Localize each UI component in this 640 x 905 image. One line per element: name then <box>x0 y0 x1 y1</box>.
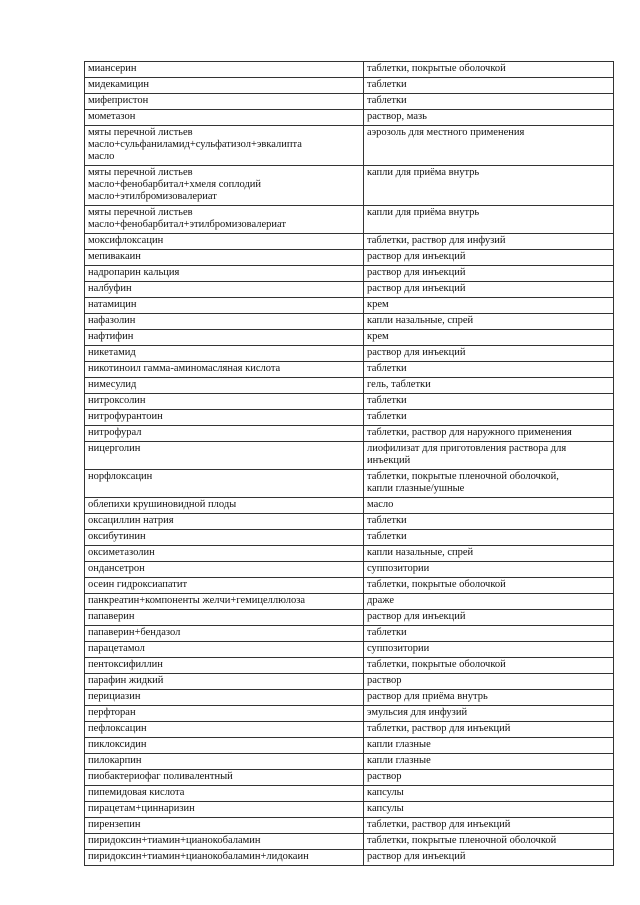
dosage-form-cell: таблетки, раствор для инъекций <box>364 818 614 834</box>
table-row <box>85 834 614 850</box>
dosage-form-cell: раствор для инъекций <box>364 266 614 282</box>
drug-name-cell: мяты перечной листьев масло+фенобарбитал+этилбромизовалериат <box>85 206 364 234</box>
table-row <box>85 442 614 470</box>
drug-name-cell: ондансетрон <box>85 562 364 578</box>
dosage-form-cell: капли назальные, спрей <box>364 546 614 562</box>
table-row <box>85 658 614 674</box>
drug-name-cell: мометазон <box>85 110 364 126</box>
table-row <box>85 546 614 562</box>
table-row <box>85 690 614 706</box>
dosage-form-cell: гель, таблетки <box>364 378 614 394</box>
drug-name-cell: осеин гидроксиапатит <box>85 578 364 594</box>
dosage-form-cell: суппозитории <box>364 642 614 658</box>
dosage-form-cell: крем <box>364 330 614 346</box>
drug-name-cell: моксифлоксацин <box>85 234 364 250</box>
table-row <box>85 626 614 642</box>
table-row <box>85 754 614 770</box>
dosage-form-cell: таблетки, раствор для инфузий <box>364 234 614 250</box>
table-row <box>85 722 614 738</box>
drug-name-cell: пирензепин <box>85 818 364 834</box>
drug-name-cell: пефлоксацин <box>85 722 364 738</box>
drug-name-cell: нитрофурантоин <box>85 410 364 426</box>
table-row <box>85 330 614 346</box>
table-row <box>85 498 614 514</box>
drug-name-cell: мифепристон <box>85 94 364 110</box>
drug-name-cell: папаверин+бендазол <box>85 626 364 642</box>
drug-name-cell: оксиметазолин <box>85 546 364 562</box>
drug-name-cell: ницерголин <box>85 442 364 470</box>
table-row <box>85 770 614 786</box>
table-row <box>85 818 614 834</box>
table-row <box>85 514 614 530</box>
dosage-form-cell: лиофилизат для приготовления раствора для инъекций <box>364 442 614 470</box>
table-row <box>85 530 614 546</box>
drug-name-cell: парафин жидкий <box>85 674 364 690</box>
table-row <box>85 642 614 658</box>
table-row <box>85 206 614 234</box>
table-row <box>85 786 614 802</box>
dosage-form-cell: таблетки <box>364 94 614 110</box>
drug-name-cell: мидекамицин <box>85 78 364 94</box>
drug-name-cell: нимесулид <box>85 378 364 394</box>
dosage-form-cell: капли глазные <box>364 738 614 754</box>
table-row <box>85 62 614 78</box>
table-row <box>85 850 614 866</box>
drug-name-cell: облепихи крушиновидной плоды <box>85 498 364 514</box>
drug-name-cell: пиклоксидин <box>85 738 364 754</box>
drug-name-cell: мяты перечной листьев масло+сульфаниламид+сульфатизол+эвкалипта масло <box>85 126 364 166</box>
drug-name-cell: мяты перечной листьев масло+фенобарбитал+хмеля соплодий масло+этилбромизовалериат <box>85 166 364 206</box>
dosage-form-cell: таблетки, покрытые оболочкой <box>364 578 614 594</box>
table-row <box>85 94 614 110</box>
table-row <box>85 410 614 426</box>
drug-name-cell: никотиноил гамма-аминомасляная кислота <box>85 362 364 378</box>
drug-name-cell: пиридоксин+тиамин+цианокобаламин+лидокаин <box>85 850 364 866</box>
table-row <box>85 166 614 206</box>
dosage-form-cell: раствор, мазь <box>364 110 614 126</box>
dosage-form-cell: таблетки, покрытые пленочной оболочкой, капли глазные/ушные <box>364 470 614 498</box>
drug-name-cell: нафазолин <box>85 314 364 330</box>
table-row <box>85 234 614 250</box>
table-row <box>85 562 614 578</box>
drug-name-cell: пирацетам+циннаризин <box>85 802 364 818</box>
dosage-form-cell: таблетки, покрытые пленочной оболочкой <box>364 834 614 850</box>
drug-name-cell: никетамид <box>85 346 364 362</box>
table-row <box>85 362 614 378</box>
drug-name-cell: налбуфин <box>85 282 364 298</box>
drug-name-cell: миансерин <box>85 62 364 78</box>
dosage-form-cell: раствор для инъекций <box>364 250 614 266</box>
dosage-form-cell: таблетки, раствор для наружного применения <box>364 426 614 442</box>
drug-table <box>84 61 614 866</box>
table-row <box>85 394 614 410</box>
dosage-form-cell: капсулы <box>364 802 614 818</box>
dosage-form-cell: таблетки, покрытые оболочкой <box>364 658 614 674</box>
dosage-form-cell: таблетки <box>364 626 614 642</box>
drug-name-cell: перфторан <box>85 706 364 722</box>
table-row <box>85 78 614 94</box>
drug-name-cell: нитроксолин <box>85 394 364 410</box>
dosage-form-cell: раствор для инъекций <box>364 346 614 362</box>
dosage-form-cell: раствор <box>364 674 614 690</box>
dosage-form-cell: капсулы <box>364 786 614 802</box>
table-row <box>85 426 614 442</box>
dosage-form-cell: таблетки <box>364 410 614 426</box>
table-row <box>85 674 614 690</box>
dosage-form-cell: эмульсия для инфузий <box>364 706 614 722</box>
dosage-form-cell: драже <box>364 594 614 610</box>
table-row <box>85 738 614 754</box>
dosage-form-cell: раствор для инъекций <box>364 850 614 866</box>
dosage-form-cell: таблетки <box>364 514 614 530</box>
drug-name-cell: оксибутинин <box>85 530 364 546</box>
drug-name-cell: пилокарпин <box>85 754 364 770</box>
dosage-form-cell: капли назальные, спрей <box>364 314 614 330</box>
table-row <box>85 250 614 266</box>
dosage-form-cell: раствор для инъекций <box>364 282 614 298</box>
drug-table-body <box>85 62 614 866</box>
drug-name-cell: надропарин кальция <box>85 266 364 282</box>
dosage-form-cell: аэрозоль для местного применения <box>364 126 614 166</box>
drug-name-cell: парацетамол <box>85 642 364 658</box>
table-row <box>85 126 614 166</box>
table-row <box>85 346 614 362</box>
table-row <box>85 578 614 594</box>
dosage-form-cell: таблетки <box>364 362 614 378</box>
table-row <box>85 266 614 282</box>
drug-name-cell: пипемидовая кислота <box>85 786 364 802</box>
drug-name-cell: папаверин <box>85 610 364 626</box>
drug-name-cell: пиридоксин+тиамин+цианокобаламин <box>85 834 364 850</box>
drug-name-cell: панкреатин+компоненты желчи+гемицеллюлоза <box>85 594 364 610</box>
drug-name-cell: пиобактериофаг поливалентный <box>85 770 364 786</box>
drug-name-cell: перициазин <box>85 690 364 706</box>
dosage-form-cell: капли глазные <box>364 754 614 770</box>
table-row <box>85 378 614 394</box>
dosage-form-cell: раствор <box>364 770 614 786</box>
dosage-form-cell: масло <box>364 498 614 514</box>
drug-name-cell: натамицин <box>85 298 364 314</box>
drug-name-cell: нитрофурал <box>85 426 364 442</box>
table-row <box>85 298 614 314</box>
dosage-form-cell: таблетки <box>364 78 614 94</box>
dosage-form-cell: капли для приёма внутрь <box>364 166 614 206</box>
drug-name-cell: нафтифин <box>85 330 364 346</box>
table-row <box>85 282 614 298</box>
drug-name-cell: оксациллин натрия <box>85 514 364 530</box>
dosage-form-cell: крем <box>364 298 614 314</box>
drug-name-cell: пентоксифиллин <box>85 658 364 674</box>
dosage-form-cell: капли для приёма внутрь <box>364 206 614 234</box>
table-row <box>85 314 614 330</box>
dosage-form-cell: раствор для инъекций <box>364 610 614 626</box>
drug-name-cell: норфлоксацин <box>85 470 364 498</box>
dosage-form-cell: суппозитории <box>364 562 614 578</box>
table-row <box>85 594 614 610</box>
dosage-form-cell: раствор для приёма внутрь <box>364 690 614 706</box>
drug-name-cell: мепивакаин <box>85 250 364 266</box>
dosage-form-cell: таблетки, раствор для инъекций <box>364 722 614 738</box>
dosage-form-cell: таблетки, покрытые оболочкой <box>364 62 614 78</box>
dosage-form-cell: таблетки <box>364 530 614 546</box>
table-row <box>85 470 614 498</box>
table-row <box>85 802 614 818</box>
table-row <box>85 110 614 126</box>
table-row <box>85 610 614 626</box>
dosage-form-cell: таблетки <box>364 394 614 410</box>
table-row <box>85 706 614 722</box>
